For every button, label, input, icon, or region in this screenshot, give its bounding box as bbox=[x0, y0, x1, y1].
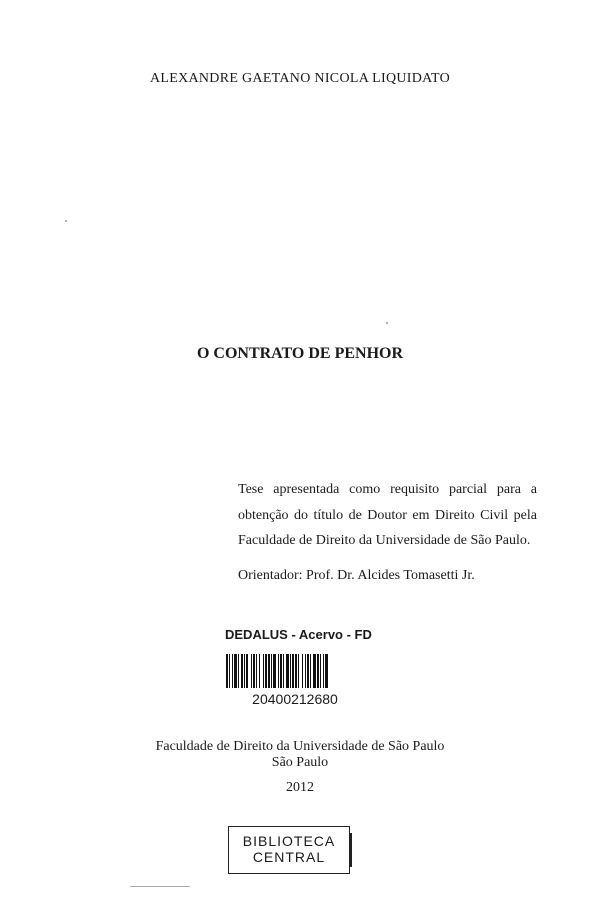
stamp-line-2: CENTRAL bbox=[252, 849, 326, 865]
scan-edge-line bbox=[130, 886, 190, 887]
stamp-border-mark bbox=[350, 833, 352, 867]
publication-year: 2012 bbox=[286, 780, 314, 795]
barcode-image bbox=[225, 654, 365, 688]
library-label-heading: DEDALUS - Acervo - FD bbox=[225, 627, 372, 642]
stamp-line-1: BIBLIOTECA bbox=[242, 833, 336, 849]
scan-speck bbox=[65, 220, 67, 222]
thesis-title: O CONTRATO DE PENHOR bbox=[196, 345, 404, 362]
advisor-line: Orientador: Prof. Dr. Alcides Tomasetti Jr. bbox=[238, 568, 475, 583]
scan-speck bbox=[386, 322, 388, 324]
institution-name: Faculdade de Direito da Universidade de São Paulo bbox=[155, 739, 445, 754]
barcode-number: 20400212680 bbox=[252, 691, 338, 707]
library-stamp bbox=[228, 826, 350, 874]
author-name: ALEXANDRE GAETANO NICOLA LIQUIDATO bbox=[149, 71, 451, 86]
city-name: São Paulo bbox=[271, 755, 329, 770]
thesis-description: Tese apresentada como requisito parcial para a obtenção do título de Doutor em Direito Civil pela Faculdade de Direito da Universidade de São Paulo. bbox=[238, 482, 537, 548]
